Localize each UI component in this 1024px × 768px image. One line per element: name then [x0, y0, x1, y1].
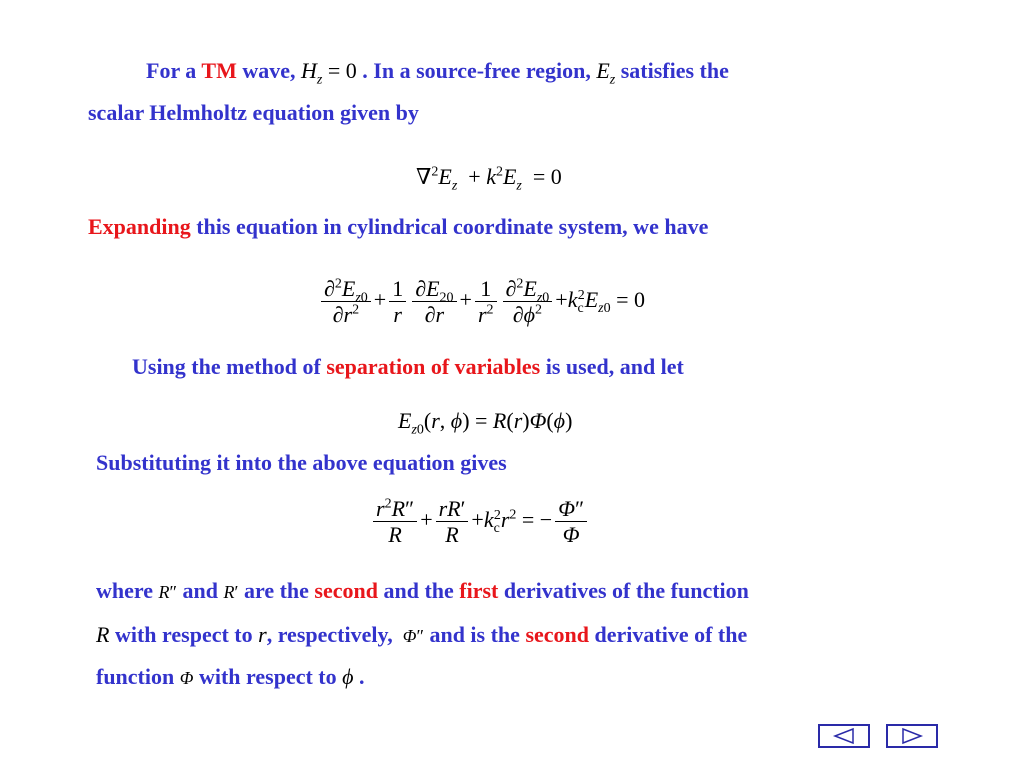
separated-equation: $\frac{r^2R''}{R}$ + $\frac{rR'}{R}$ $+k_c^2r^2$ = − $\frac{\Phi''}{\Phi}$: [370, 496, 590, 548]
r-prime: R′: [223, 582, 239, 602]
frac-1-r2: $\frac{1}{r^2}$: [475, 276, 497, 328]
intro-line-1: [146, 58, 729, 88]
separation-equation: $E_{z0}(r$, ϕ) = R(r)Φ(ϕ): [398, 408, 573, 438]
substituting-line: Substituting it into the above equation gives: [96, 450, 507, 475]
where-derivative-of-the: derivative of the: [594, 622, 748, 647]
triangle-left-icon: [829, 727, 859, 745]
variable-r: r: [252, 622, 267, 647]
triangle-right-icon: [897, 727, 927, 745]
cylindrical-equation: $\frac{\partial^2E_{z0}}{\partial r^2}$ + $\frac{1}{r}$ $\frac{\partial E_{20}}{\partial r}$ + $\frac{1}{r^2}$ $\frac{\partial^2E_{z0}}{\partial\phi^2}$ $+k_c^2E_{z0} = 0$: [318, 276, 645, 328]
phi-double-prime: Φ″: [402, 626, 424, 646]
where-period: .: [359, 664, 365, 689]
ez-symbol: $E_z$: [596, 58, 616, 88]
using-pre: Using the method of: [132, 354, 321, 379]
function-Phi: Φ: [179, 668, 194, 688]
hz-symbol: $H_z$: [301, 58, 323, 88]
separation-of-variables: separation of variables: [326, 354, 541, 379]
next-slide-button[interactable]: [886, 724, 938, 748]
where-first: first: [459, 578, 499, 603]
expanding-rest: this equation in cylindrical coordinate system, we have: [196, 214, 709, 239]
tm-label: TM: [201, 58, 237, 83]
frac-dez-dr: $\frac{\partial E_{20}}{\partial r}$: [412, 276, 456, 328]
variable-phi: ϕ: [342, 664, 354, 689]
where-and: and: [182, 578, 219, 603]
intro-wave: wave,: [242, 58, 296, 83]
intro-satisfies: satisfies the: [620, 58, 729, 83]
r-double-prime: R″: [158, 582, 178, 602]
previous-slide-button[interactable]: [818, 724, 870, 748]
where-second: second: [314, 578, 378, 603]
where-respectively: , respectively,: [266, 622, 393, 647]
intro-line-2: scalar Helmholtz equation given by: [88, 100, 419, 125]
expanding-word: Expanding: [88, 214, 191, 239]
where-function: function: [96, 664, 175, 689]
where-line-2: [96, 624, 747, 646]
function-R: R: [96, 622, 110, 647]
where-line-1: [96, 580, 749, 602]
helmholtz-equation: $\nabla^2E_z + k^2E_z = 0$: [416, 164, 562, 194]
frac-rR1-R: $\frac{rR'}{R}$: [436, 496, 469, 548]
frac-d2ez-dphi2: $\frac{\partial^2E_{z0}}{\partial\phi^2}$: [503, 276, 553, 328]
where-derivatives: derivatives of the function: [503, 578, 749, 603]
frac-d2ez-dr2: $\frac{\partial^2E_{z0}}{\partial r^2}$: [321, 276, 371, 328]
where-with-respect-to-2: with respect to: [198, 664, 337, 689]
using-line: [132, 356, 684, 378]
where-word: where: [96, 578, 154, 603]
where-with-respect-to: with respect to: [114, 622, 253, 647]
intro-for-a: For a: [146, 58, 197, 83]
where-are-the: are the: [243, 578, 309, 603]
using-post: is used, and let: [545, 354, 684, 379]
frac-1-r: $\frac{1}{r}$: [389, 276, 406, 328]
where-second-2: second: [525, 622, 589, 647]
where-line-3: [96, 666, 365, 688]
where-and-is-the: and is the: [429, 622, 520, 647]
hz-equals-zero: = 0: [327, 58, 357, 83]
where-and-the: and the: [383, 578, 454, 603]
frac-phi2-phi: $\frac{\Phi''}{\Phi}$: [555, 496, 587, 548]
intro-region: . In a source-free region,: [362, 58, 591, 83]
expanding-line: [88, 216, 708, 238]
frac-r2R2-R: $\frac{r^2R''}{R}$: [373, 496, 417, 548]
